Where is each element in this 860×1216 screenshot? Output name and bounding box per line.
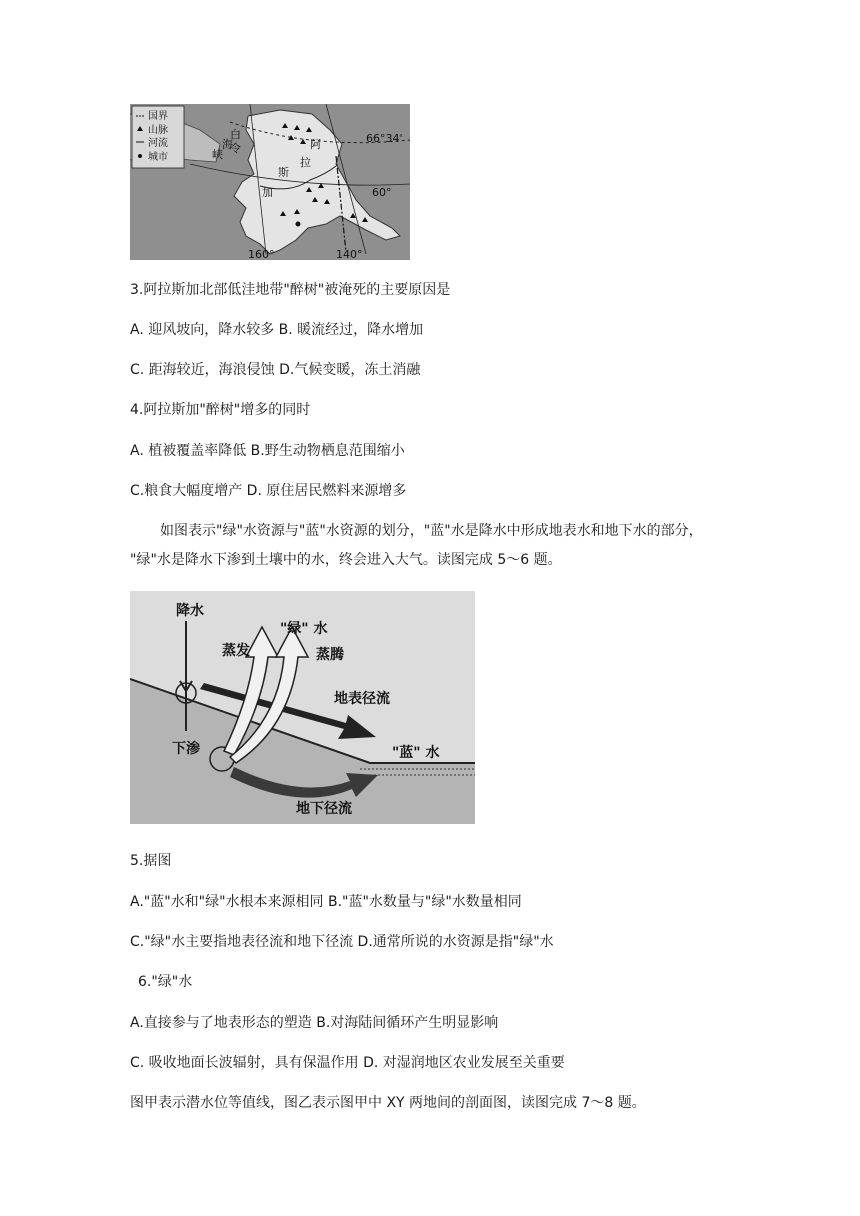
intro-5-6-line2: "绿"水是降水下渗到土壤中的水，终会进入大气。读图完成 5～6 题。: [130, 552, 562, 568]
legend-river-label: 河流: [148, 138, 168, 149]
q6-stem: 6."绿"水: [138, 974, 193, 990]
map-label-bering-2: 令: [230, 142, 241, 155]
map-label-jia: 加: [262, 186, 273, 199]
map-label-lat-66: 66°34': [366, 132, 403, 145]
map-label-bering-4: 峡: [212, 148, 223, 161]
water-resources-figure: [130, 591, 475, 824]
surface-runoff-label: 地表径流: [334, 691, 390, 707]
legend-mountain-label: 山脉: [148, 125, 168, 136]
q6-options-cd: C. 吸收地面长波辐射，具有保温作用 D. 对湿润地区农业发展至关重要: [130, 1055, 565, 1071]
map-label-lat-60: 60°: [372, 186, 392, 199]
map-label-bering-1: 白: [230, 128, 241, 141]
water-diagram: [130, 591, 475, 824]
map-label-lon-160: 160°: [248, 248, 275, 260]
alaska-map-figure: [130, 104, 410, 260]
legend-border-label: 国界: [148, 111, 168, 122]
map-label-si: 斯: [278, 166, 289, 179]
map-label-lon-140: 140°: [336, 248, 363, 260]
city-symbol: [296, 222, 301, 227]
blue-water-label: "蓝" 水: [392, 745, 440, 761]
q3-stem: 3.阿拉斯加北部低洼地带"醉树"被淹死的主要原因是: [130, 282, 451, 298]
q4-stem: 4.阿拉斯加"醉树"增多的同时: [130, 402, 311, 418]
intro-5-6-line1: 如图表示"绿"水资源与"蓝"水资源的划分，"蓝"水是降水中形成地表水和地下水的部分，: [160, 523, 703, 539]
transpiration-label: 蒸腾: [316, 647, 344, 663]
map-label-bering-3: 海: [222, 138, 233, 151]
groundwater-runoff-label: 地下径流: [296, 801, 352, 817]
green-water-label: "绿" 水: [280, 621, 328, 637]
legend-city-label: 城市: [148, 152, 168, 163]
q4-options-cd: C.粮食大幅度增产 D. 原住居民燃料来源增多: [130, 483, 407, 499]
q3-options-ab: A. 迎风坡向，降水较多 B. 暖流经过，降水增加: [130, 322, 424, 338]
precipitation-label: 降水: [176, 603, 204, 619]
q6-options-ab: A.直接参与了地表形态的塑造 B.对海陆间循环产生明显影响: [130, 1015, 499, 1031]
alaska-map: [130, 104, 410, 260]
q3-options-cd: C. 距海较近，海浪侵蚀 D.气候变暖，冻土消融: [130, 362, 421, 378]
evaporation-label: 蒸发: [222, 643, 250, 659]
q5-stem: 5.据图: [130, 853, 172, 869]
map-label-a: 阿: [310, 138, 321, 151]
q5-options-cd: C."绿"水主要指地表径流和地下径流 D.通常所说的水资源是指"绿"水: [130, 934, 554, 950]
map-label-la: 拉: [300, 156, 311, 169]
legend-city-symbol: [138, 154, 142, 158]
q5-options-ab: A."蓝"水和"绿"水根本来源相同 B."蓝"水数量与"绿"水数量相同: [130, 894, 522, 910]
q4-options-ab: A. 植被覆盖率降低 B.野生动物栖息范围缩小: [130, 443, 405, 459]
infiltration-label: 下渗: [172, 741, 200, 757]
intro-7-8: 图甲表示潜水位等值线，图乙表示图甲中 XY 两地间的剖面图，读图完成 7～8 题。: [130, 1095, 646, 1111]
